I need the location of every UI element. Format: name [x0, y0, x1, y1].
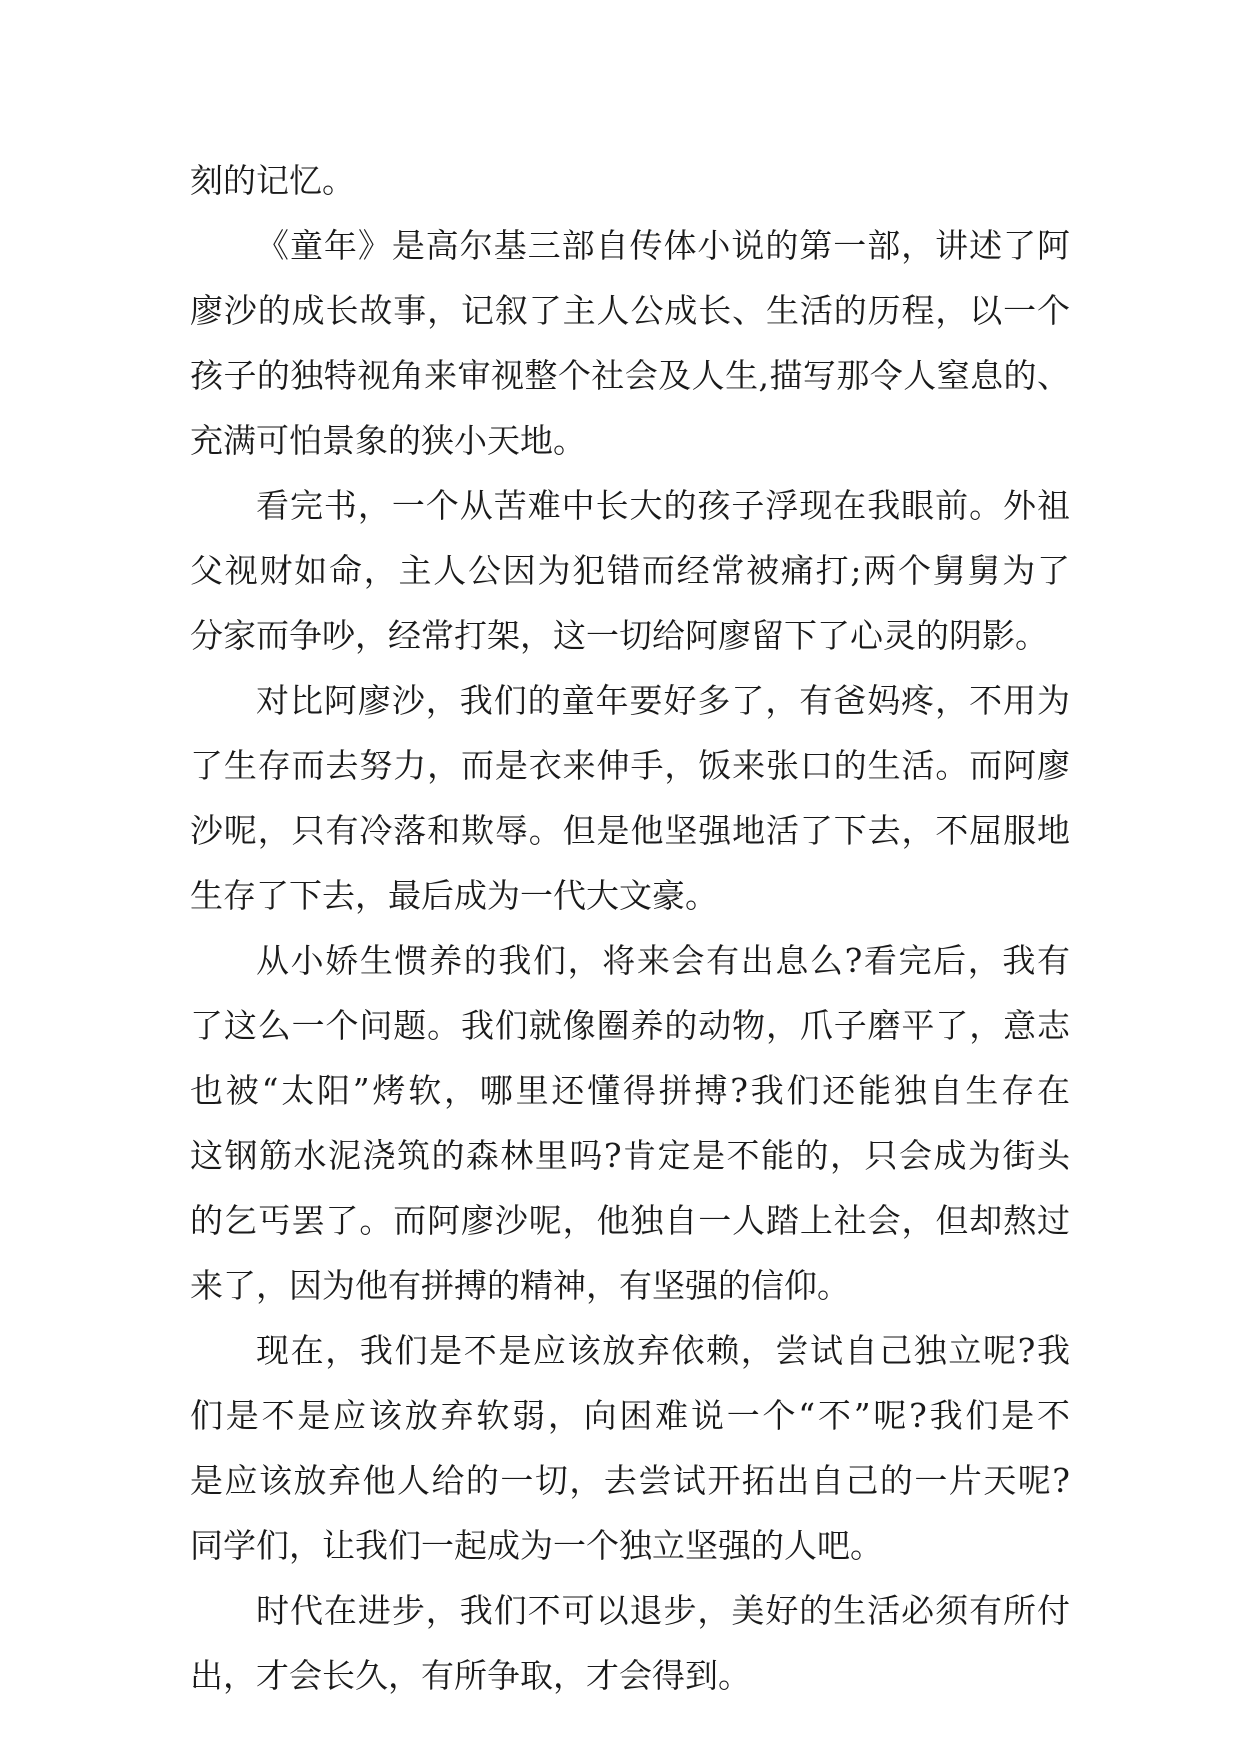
document-body	[190, 148, 1070, 1708]
paragraph-line: 出，才会长久，有所争取，才会得到。	[190, 1656, 751, 1695]
paragraph-line: 充满可怕景象的狭小天地。	[190, 421, 586, 460]
paragraph-line: 了这么一个问题。我们就像圈养的动物，爪子磨平了，意志	[190, 1006, 1070, 1045]
paragraph-line: 对比阿廖沙，我们的童年要好多了，有爸妈疼，不用为	[256, 681, 1070, 720]
paragraph-line: 了生存而去努力，而是衣来伸手，饭来张口的生活。而阿廖	[190, 746, 1070, 785]
paragraph-6	[190, 1318, 1070, 1578]
paragraph-line: 沙呢，只有冷落和欺辱。但是他坚强地活了下去，不屈服地	[190, 811, 1070, 850]
paragraph-line: 分家而争吵，经常打架，这一切给阿廖留下了心灵的阴影。	[190, 616, 1048, 655]
paragraph-line: 看完书，一个从苦难中长大的孩子浮现在我眼前。外祖	[256, 486, 1070, 525]
paragraph-2	[190, 213, 1070, 473]
paragraph-line: 是应该放弃他人给的一切，去尝试开拓出自己的一片天呢?	[190, 1461, 1070, 1500]
paragraph-7	[190, 1578, 1070, 1708]
paragraph-5	[190, 928, 1070, 1318]
paragraph-line: 们是不是应该放弃软弱，向困难说一个“不”呢?我们是不	[190, 1396, 1070, 1435]
paragraph-line: 孩子的独特视角来审视整个社会及人生,描写那令人窒息的、	[190, 356, 1070, 395]
paragraph-line: 来了，因为他有拼搏的精神，有坚强的信仰。	[190, 1266, 850, 1305]
paragraph-line: 刻的记忆。	[190, 161, 355, 200]
paragraph-line: 《童年》是高尔基三部自传体小说的第一部，讲述了阿	[256, 226, 1070, 265]
paragraph-line: 的乞丐罢了。而阿廖沙呢，他独自一人踏上社会，但却熬过	[190, 1201, 1070, 1240]
paragraph-line: 现在，我们是不是应该放弃依赖，尝试自己独立呢?我	[256, 1331, 1070, 1370]
paragraph-line: 同学们，让我们一起成为一个独立坚强的人吧。	[190, 1526, 883, 1565]
paragraph-line: 父视财如命，主人公因为犯错而经常被痛打;两个舅舅为了	[190, 551, 1070, 590]
paragraph-3	[190, 473, 1070, 668]
paragraph-4	[190, 668, 1070, 928]
paragraph-line: 这钢筋水泥浇筑的森林里吗?肯定是不能的，只会成为街头	[190, 1136, 1070, 1175]
paragraph-line: 时代在进步，我们不可以退步，美好的生活必须有所付	[256, 1591, 1070, 1630]
paragraph-line: 从小娇生惯养的我们，将来会有出息么?看完后，我有	[256, 941, 1070, 980]
paragraph-line: 廖沙的成长故事，记叙了主人公成长、生活的历程，以一个	[190, 291, 1070, 330]
paragraph-1	[190, 148, 1070, 213]
paragraph-line: 生存了下去，最后成为一代大文豪。	[190, 876, 718, 915]
paragraph-line: 也被“太阳”烤软，哪里还懂得拼搏?我们还能独自生存在	[190, 1071, 1070, 1110]
